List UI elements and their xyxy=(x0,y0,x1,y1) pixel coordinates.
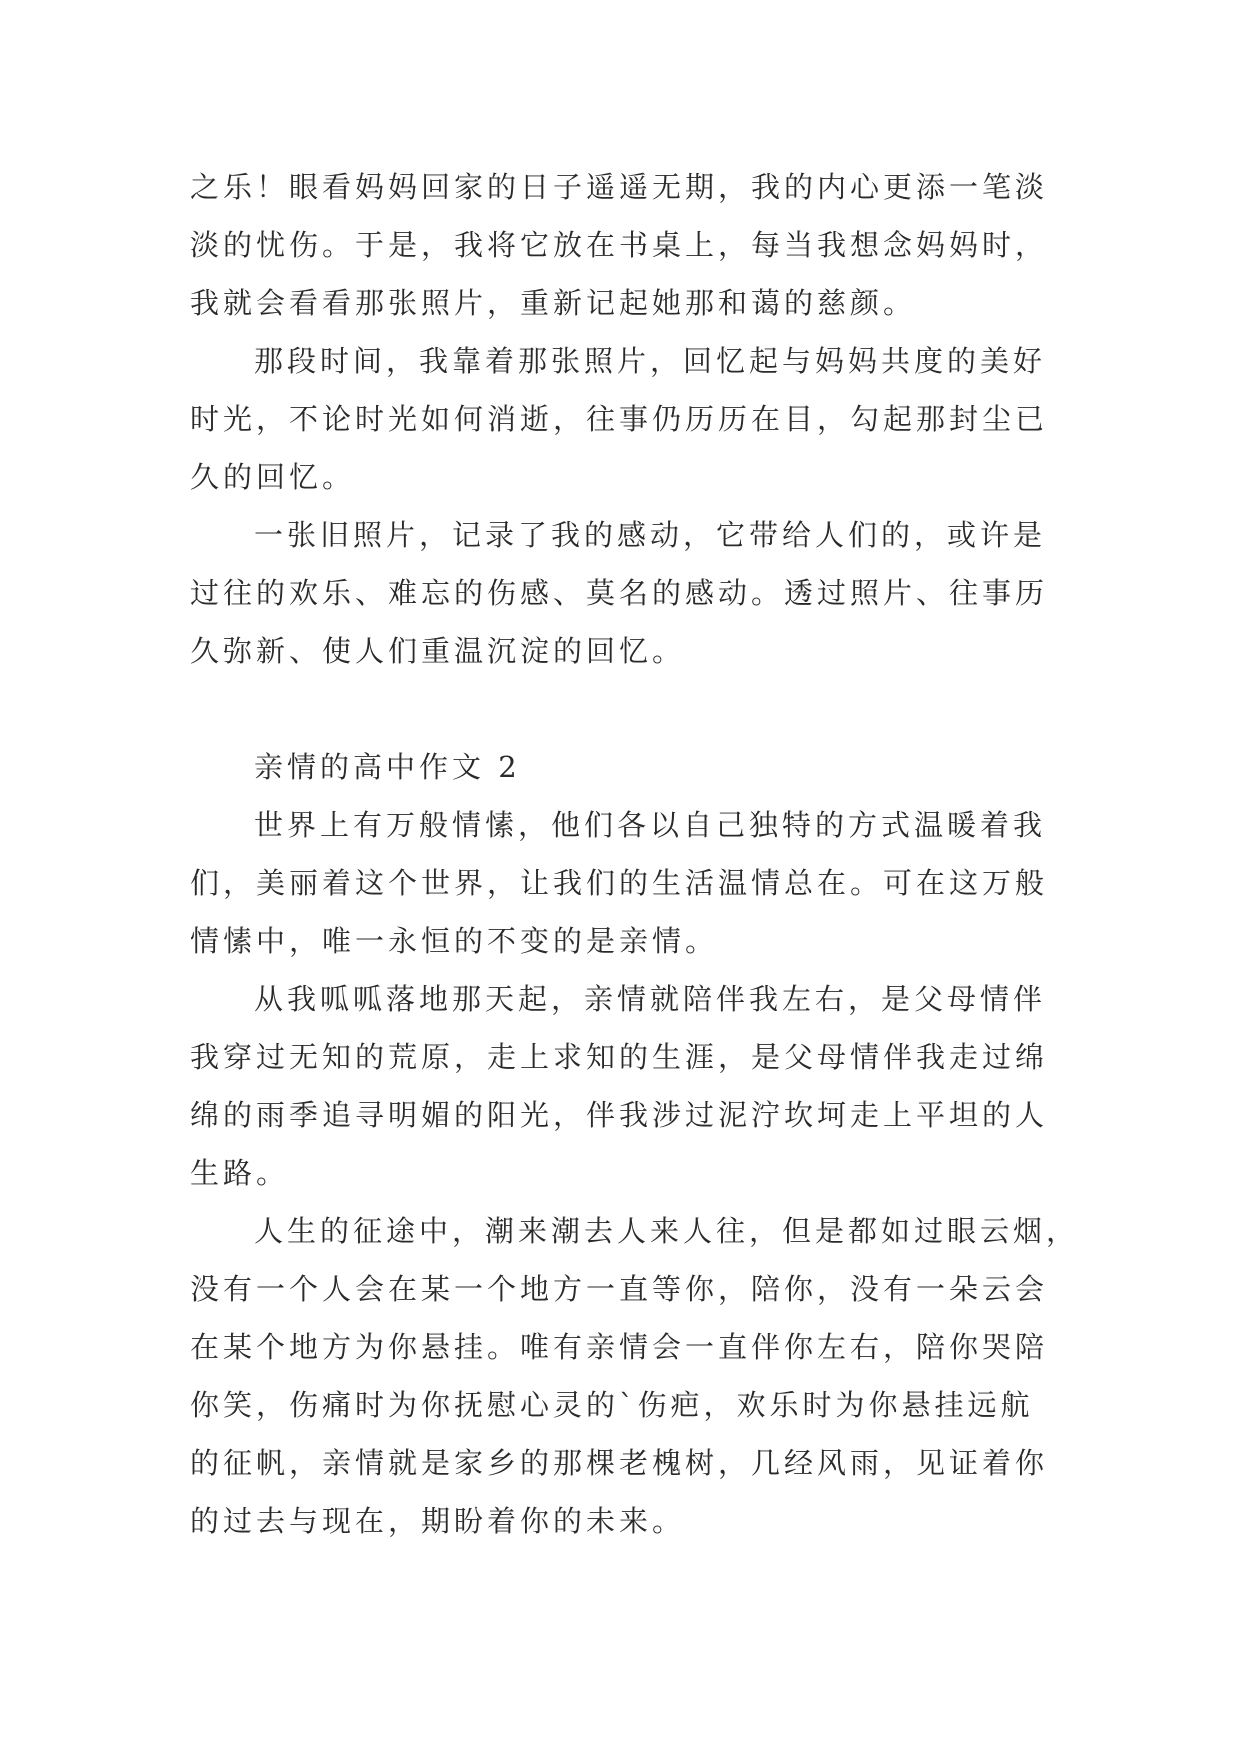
paragraph xyxy=(190,970,1060,1202)
text-line: 我穿过无知的荒原，走上求知的生涯，是父母情伴我走过绵 xyxy=(190,1040,1049,1074)
paragraph xyxy=(190,158,1060,332)
text-line: 你笑，伤痛时为你抚慰心灵的`伤疤，欢乐时为你悬挂远航 xyxy=(190,1388,1034,1422)
text-line: 我就会看看那张照片，重新记起她那和蔼的慈颜。 xyxy=(190,286,917,320)
text-line: 在某个地方为你悬挂。唯有亲情会一直伴你左右，陪你哭陪 xyxy=(190,1330,1049,1364)
document-body xyxy=(190,158,1080,1550)
text-line: 没有一个人会在某一个地方一直等你，陪你，没有一朵云会 xyxy=(190,1272,1049,1306)
spacer xyxy=(190,680,1060,738)
text-line: 之乐！眼看妈妈回家的日子遥遥无期，我的内心更添一笔淡 xyxy=(190,170,1049,204)
paragraph xyxy=(190,506,1060,680)
text-line: 久的回忆。 xyxy=(190,460,356,494)
text-line: 人生的征途中，潮来潮去人来人往，但是都如过眼云烟， xyxy=(254,1214,1080,1248)
text-line: 从我呱呱落地那天起，亲情就陪伴我左右，是父母情伴 xyxy=(254,982,1047,1016)
text-line: 生路。 xyxy=(190,1156,290,1190)
paragraph xyxy=(190,332,1060,506)
text-line: 绵的雨季追寻明媚的阳光，伴我涉过泥泞坎坷走上平坦的人 xyxy=(190,1098,1049,1132)
text-line: 情愫中，唯一永恒的不变的是亲情。 xyxy=(190,924,719,958)
text-line: 一张旧照片，记录了我的感动，它带给人们的，或许是 xyxy=(254,518,1047,552)
text-line: 那段时间，我靠着那张照片，回忆起与妈妈共度的美好 xyxy=(254,344,1047,378)
text-line: 们，美丽着这个世界，让我们的生活温情总在。可在这万般 xyxy=(190,866,1049,900)
section-title: 亲情的高中作文 2 xyxy=(254,750,521,784)
text-line: 时光，不论时光如何消逝，往事仍历历在目，勾起那封尘已 xyxy=(190,402,1049,436)
paragraph xyxy=(190,796,1060,970)
text-line: 的征帆，亲情就是家乡的那棵老槐树，几经风雨，见证着你 xyxy=(190,1446,1049,1480)
paragraph xyxy=(190,1202,1080,1550)
text-line: 的过去与现在，期盼着你的未来。 xyxy=(190,1504,686,1538)
text-line: 世界上有万般情愫，他们各以自己独特的方式温暖着我 xyxy=(254,808,1047,842)
text-line: 久弥新、使人们重温沉淀的回忆。 xyxy=(190,634,686,668)
text-line: 过往的欢乐、难忘的伤感、莫名的感动。透过照片、往事历 xyxy=(190,576,1049,610)
text-line: 淡的忧伤。于是，我将它放在书桌上，每当我想念妈妈时， xyxy=(190,228,1049,262)
